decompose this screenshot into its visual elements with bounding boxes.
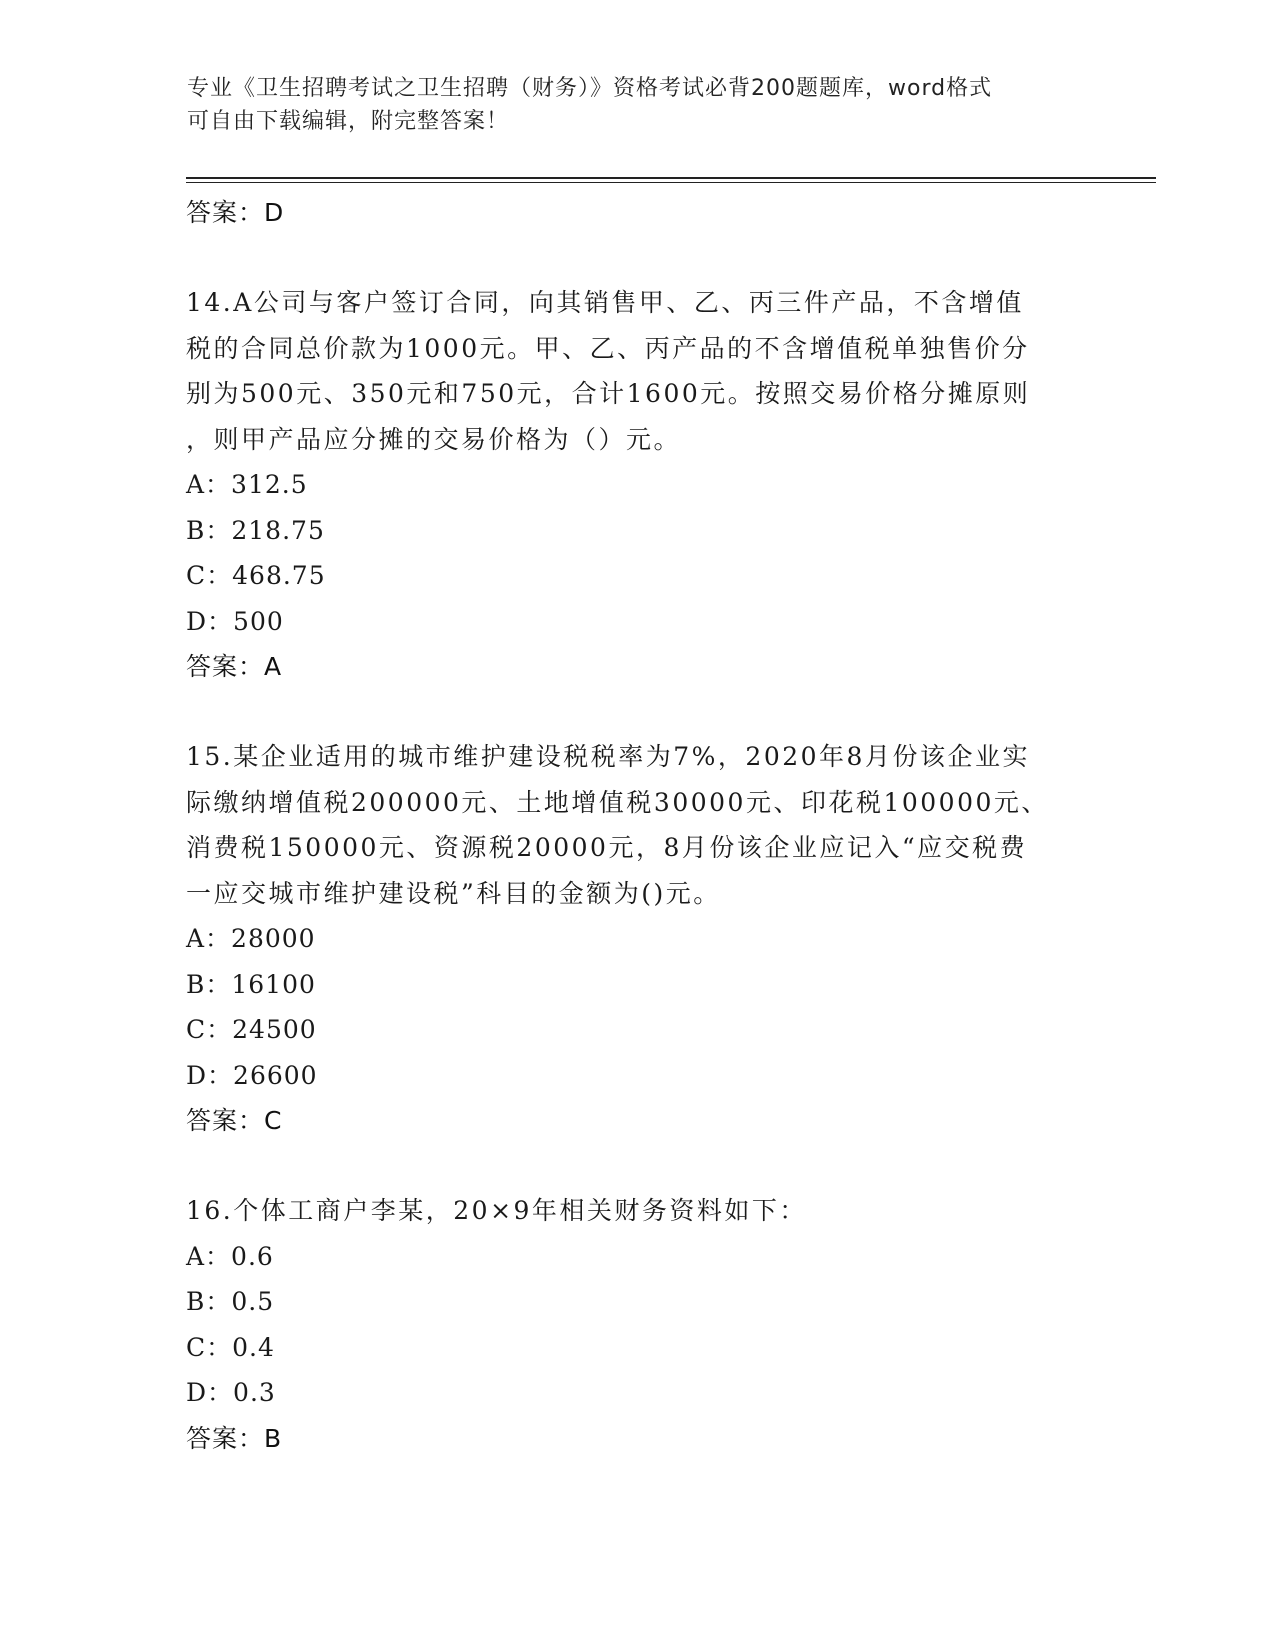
option-a: A：28000 — [186, 924, 316, 953]
option-b: B：0.5 — [186, 1287, 275, 1316]
question-text-line: 16.个体工商户李某，20×9年相关财务资料如下： — [186, 1196, 807, 1225]
option-d: D：26600 — [186, 1060, 318, 1090]
question-text-line: 别为500元、350元和750元，合计1600元。按照交易价格分摊原则 — [186, 379, 1031, 408]
question-14 — [186, 280, 1086, 690]
header-divider-thick — [186, 177, 1156, 179]
option-b: B：218.75 — [186, 515, 325, 545]
option-b: B：16100 — [186, 969, 316, 999]
answer-line: 答案：A — [186, 652, 283, 681]
option-c: C：0.4 — [186, 1332, 275, 1362]
option-d: D：0.3 — [186, 1378, 276, 1407]
answer-line: 答案：C — [186, 1106, 283, 1135]
header-line-1: 专业《卫生招聘考试之卫生招聘（财务）》资格考试必背200题题库，word格式 — [187, 76, 993, 101]
question-text-line: ，则甲产品应分摊的交易价格为（）元。 — [186, 424, 682, 454]
question-text-line: 税的合同总价款为1000元。甲、乙、丙产品的不含增值税单独售价分 — [186, 333, 1030, 363]
spacer — [186, 1144, 1086, 1188]
option-a: A：0.6 — [186, 1241, 274, 1271]
question-text-line: 一应交城市维护建设税”科目的金额为()元。 — [186, 878, 721, 908]
answer-line: 答案：D — [186, 198, 285, 227]
question-text-line: 际缴纳增值税200000元、土地增值税30000元、印花税100000元、 — [186, 787, 1049, 817]
question-text-line: 消费税150000元、资源税20000元，8月份该企业应记入“应交税费 — [186, 833, 1028, 862]
header-divider-thin — [186, 182, 1156, 183]
answer-line: 答案：B — [186, 1423, 283, 1453]
question-text-line: 14.A公司与客户签订合同，向其销售甲、乙、丙三件产品，不含增值 — [186, 288, 1024, 317]
option-c: C：24500 — [186, 1015, 317, 1044]
spacer — [186, 690, 1086, 734]
document-header — [187, 72, 1067, 138]
document-content — [186, 190, 1086, 1462]
option-a: A：312.5 — [186, 470, 308, 499]
option-d: D：500 — [186, 606, 284, 636]
option-c: C：468.75 — [186, 561, 326, 590]
question-16 — [186, 1188, 1086, 1462]
header-line-2: 可自由下载编辑，附完整答案！ — [187, 109, 510, 134]
spacer — [186, 236, 1086, 280]
question-15 — [186, 734, 1086, 1144]
question-text-line: 15.某企业适用的城市维护建设税税率为7%，2020年8月份该企业实 — [186, 742, 1030, 771]
